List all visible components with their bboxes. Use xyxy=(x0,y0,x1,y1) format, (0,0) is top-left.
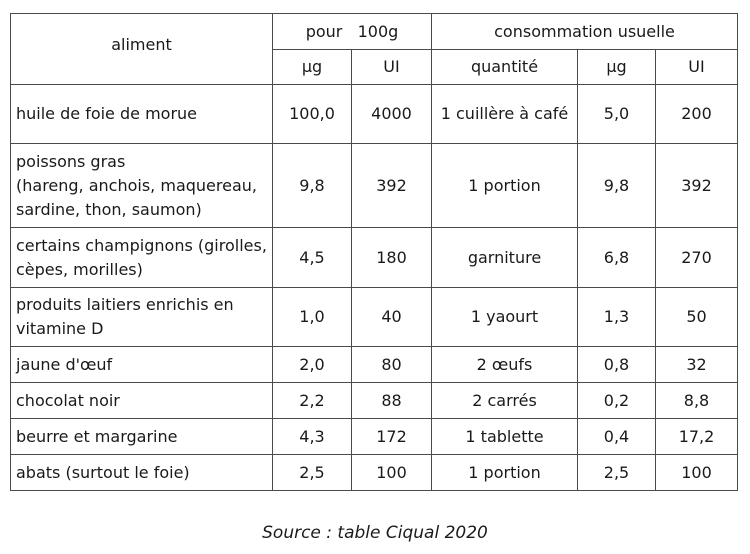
cell-ug-100g: 2,0 xyxy=(273,347,352,383)
cell-ui-usual: 100 xyxy=(656,455,738,491)
cell-ug-usual: 2,5 xyxy=(578,455,656,491)
cell-food: beurre et margarine xyxy=(11,419,273,455)
cell-quantity: 1 cuillère à café xyxy=(432,85,578,144)
cell-ug-usual: 1,3 xyxy=(578,288,656,347)
cell-ug-100g: 4,5 xyxy=(273,228,352,288)
cell-ug-100g: 2,5 xyxy=(273,455,352,491)
cell-ug-100g: 1,0 xyxy=(273,288,352,347)
table-row xyxy=(11,383,738,419)
table-row xyxy=(11,288,738,347)
cell-ui-usual: 50 xyxy=(656,288,738,347)
cell-ug-usual: 9,8 xyxy=(578,144,656,228)
vitamin-d-table xyxy=(10,13,738,491)
cell-ui-100g: 88 xyxy=(352,383,432,419)
cell-ug-usual: 0,8 xyxy=(578,347,656,383)
cell-quantity: 2 carrés xyxy=(432,383,578,419)
header-ui-usual: UI xyxy=(656,50,738,85)
cell-food: chocolat noir xyxy=(11,383,273,419)
cell-food: produits laitiers enrichis en vitamine D xyxy=(11,288,273,347)
table-row xyxy=(11,419,738,455)
cell-ui-100g: 180 xyxy=(352,228,432,288)
cell-ui-usual: 200 xyxy=(656,85,738,144)
cell-ug-usual: 0,2 xyxy=(578,383,656,419)
cell-ui-usual: 270 xyxy=(656,228,738,288)
header-usual-consumption: consommation usuelle xyxy=(432,14,738,50)
cell-ui-100g: 392 xyxy=(352,144,432,228)
cell-food: abats (surtout le foie) xyxy=(11,455,273,491)
source-caption: Source : table Ciqual 2020 xyxy=(262,523,488,543)
cell-ui-usual: 17,2 xyxy=(656,419,738,455)
cell-quantity: 1 portion xyxy=(432,144,578,228)
cell-ui-100g: 172 xyxy=(352,419,432,455)
cell-quantity: 1 portion xyxy=(432,455,578,491)
cell-quantity: 1 tablette xyxy=(432,419,578,455)
header-ug-100g: µg xyxy=(273,50,352,85)
cell-ui-100g: 80 xyxy=(352,347,432,383)
cell-ug-usual: 6,8 xyxy=(578,228,656,288)
header-ui-100g: UI xyxy=(352,50,432,85)
cell-food: jaune d'œuf xyxy=(11,347,273,383)
cell-ui-100g: 40 xyxy=(352,288,432,347)
cell-food: poissons gras (hareng, anchois, maquereau, sardine, thon, saumon) xyxy=(11,144,273,228)
cell-ug-100g: 4,3 xyxy=(273,419,352,455)
cell-ug-100g: 2,2 xyxy=(273,383,352,419)
table-row xyxy=(11,144,738,228)
cell-quantity: garniture xyxy=(432,228,578,288)
cell-ug-usual: 0,4 xyxy=(578,419,656,455)
header-per-100g xyxy=(273,14,432,50)
header-aliment: aliment xyxy=(11,14,273,85)
cell-ug-100g: 100,0 xyxy=(273,85,352,144)
cell-ui-100g: 4000 xyxy=(352,85,432,144)
cell-food: huile de foie de morue xyxy=(11,85,273,144)
header-quantite: quantité xyxy=(432,50,578,85)
table-row xyxy=(11,85,738,144)
table-row xyxy=(11,455,738,491)
header-ug-usual: µg xyxy=(578,50,656,85)
cell-ug-100g: 9,8 xyxy=(273,144,352,228)
cell-quantity: 1 yaourt xyxy=(432,288,578,347)
cell-quantity: 2 œufs xyxy=(432,347,578,383)
cell-ui-usual: 32 xyxy=(656,347,738,383)
header-per-100g-label: pour 100g xyxy=(305,21,399,41)
cell-ui-usual: 8,8 xyxy=(656,383,738,419)
table-body xyxy=(11,85,738,491)
cell-food: certains champignons (girolles, cèpes, morilles) xyxy=(11,228,273,288)
cell-ug-usual: 5,0 xyxy=(578,85,656,144)
table-row xyxy=(11,347,738,383)
cell-ui-100g: 100 xyxy=(352,455,432,491)
table-row xyxy=(11,228,738,288)
header-row-groups xyxy=(11,14,738,50)
cell-ui-usual: 392 xyxy=(656,144,738,228)
